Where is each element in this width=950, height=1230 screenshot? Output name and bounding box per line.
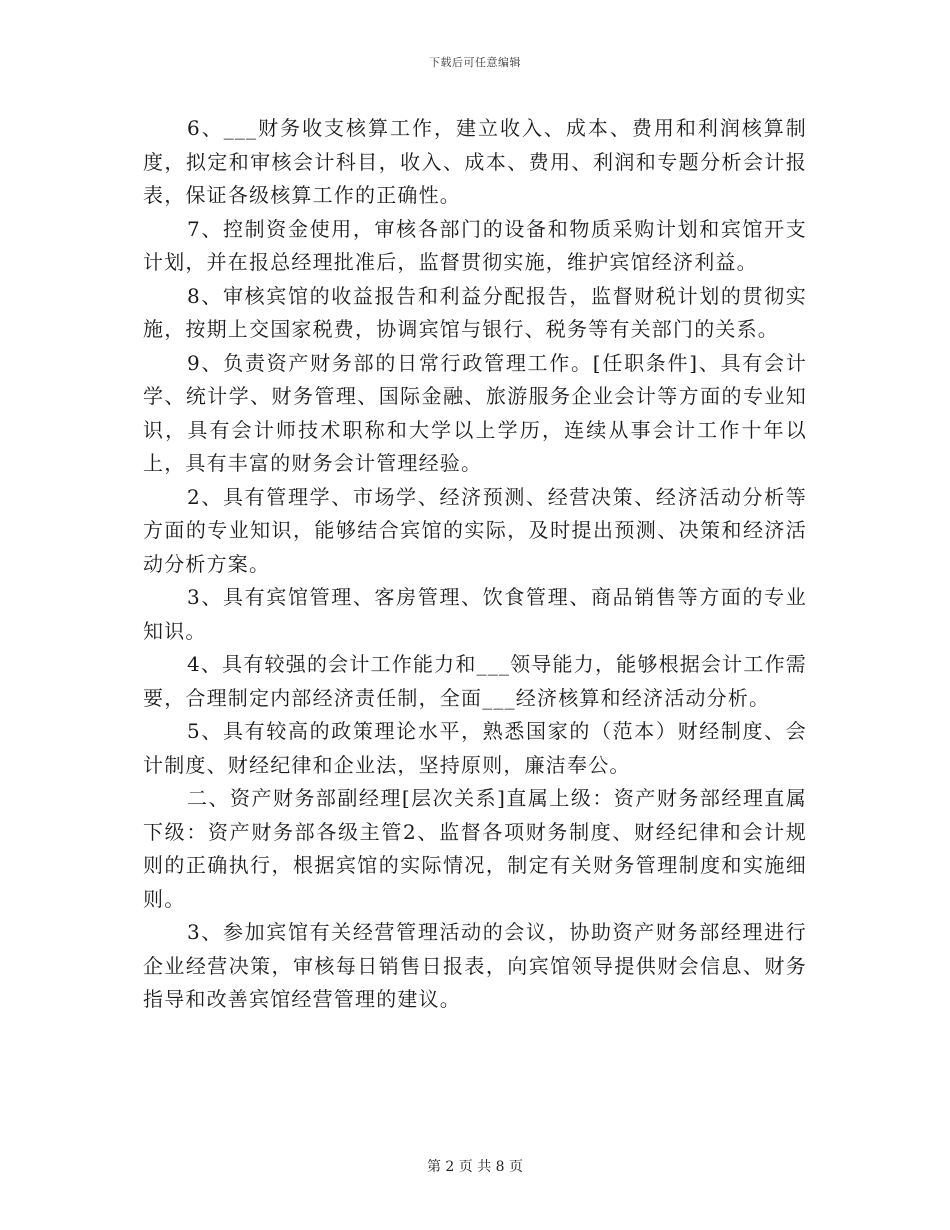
paragraph-requirement-4: 4、具有较强的会计工作能力和___领导能力，能够根据会计工作需要，合理制定内部经济责任制，全面___经济核算和经济活动分析。	[143, 652, 807, 710]
paragraph-deputy-duty-3: 3、参加宾馆有关经营管理活动的会议，协助资产财务部经理进行企业经营决策，审核每日销售日报表，向宾馆领导提供财会信息、财务指导和改善宾馆经营管理的建议。	[143, 920, 807, 1011]
paragraph-requirement-2: 2、具有管理学、市场学、经济预测、经营决策、经济活动分析等方面的专业知识，能够结合宾馆的实际，及时提出预测、决策和经济活动分析方案。	[143, 484, 807, 576]
paragraph-requirement-5: 5、具有较高的政策理论水平，熟悉国家的（范本）财经制度、会计制度、财经纪律和企业法，坚持原则，廉洁奉公。	[143, 719, 807, 777]
paragraph-duty-9: 9、负责资产财务部的日常行政管理工作。[任职条件]、具有会计学、统计学、财务管理、国际金融、旅游服务企业会计等方面的专业知识，具有会计师技术职称和大学以上学历，连续从事会计工作十年以上，具有丰富的财务会计管理经验。	[143, 350, 807, 475]
paragraph-duty-7: 7、控制资金使用，审核各部门的设备和物质采购计划和宾馆开支计划，并在报总经理批准后，监督贯彻实施，维护宾馆经济利益。	[143, 216, 807, 274]
download-note: 下载后可任意编辑	[429, 56, 521, 69]
page-number: 第 2 页 共 8 页	[426, 1159, 524, 1175]
paragraph-deputy-manager: 二、资产财务部副经理[层次关系]直属上级：资产财务部经理直属下级：资产财务部各级主管2、监督各项财务制度、财经纪律和会计规则的正确执行，根据宾馆的实际情况，制定有关财务管理制度和实施细则。	[143, 786, 807, 911]
paragraph-duty-8: 8、审核宾馆的收益报告和利益分配报告，监督财税计划的贯彻实施，按期上交国家税费，协调宾馆与银行、税务等有关部门的关系。	[143, 283, 807, 341]
paragraph-requirement-3: 3、具有宾馆管理、客房管理、饮食管理、商品销售等方面的专业知识。	[143, 585, 807, 643]
document-body	[143, 112, 807, 1017]
paragraph-duty-6: 6、___财务收支核算工作，建立收入、成本、费用和利润核算制度，拟定和审核会计科目，收入、成本、费用、利润和专题分析会计报表，保证各级核算工作的正确性。	[143, 116, 807, 207]
